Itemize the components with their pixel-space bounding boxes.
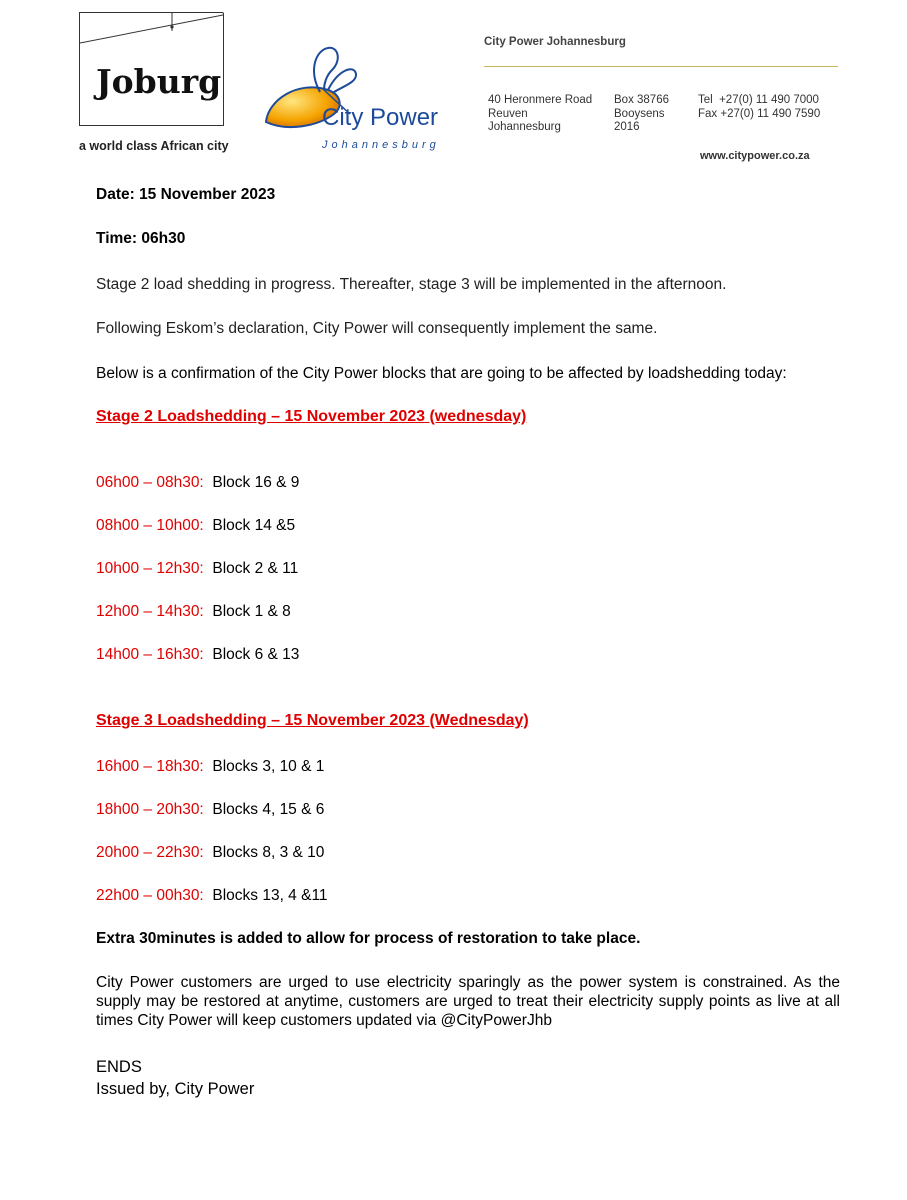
ends-marker: ENDS [96, 1058, 142, 1076]
city-power-logo-text: City Power [322, 104, 439, 131]
schedule-blocks: Block 14 &5 [212, 517, 296, 534]
contact-numbers: Tel +27(0) 11 490 7000 Fax +27(0) 11 490 7590 [698, 94, 821, 120]
schedule-row [96, 560, 298, 578]
schedule-time: 06h00 – 08h30: [96, 474, 204, 491]
schedule-time: 14h00 – 16h30: [96, 646, 204, 663]
closing-paragraph: City Power customers are urged to use electricity sparingly as the power system is constrained. As the supply may be restored at anytime, customers are urged to treat their electricity supply points as live at all times City Power will keep customers updated via @CityPowerJhb [96, 974, 840, 1029]
schedule-time: 12h00 – 14h30: [96, 603, 204, 620]
schedule-time: 20h00 – 22h30: [96, 844, 204, 861]
intro-paragraph-1: Stage 2 load shedding in progress. Thereafter, stage 3 will be implemented in the afternoon. [96, 276, 727, 293]
intro-paragraph-3: Below is a confirmation of the City Power blocks that are going to be affected by loadshedding today: [96, 365, 787, 382]
schedule-blocks: Block 6 & 13 [212, 646, 300, 663]
schedule-row [96, 758, 324, 776]
stage-3-heading: Stage 3 Loadshedding – 15 November 2023 (Wednesday) [96, 712, 529, 729]
time-line: Time: 06h30 [96, 230, 186, 247]
schedule-row [96, 646, 299, 664]
header-divider [484, 66, 838, 67]
schedule-blocks: Blocks 3, 10 & 1 [212, 758, 325, 775]
joburg-logo-text: Joburg [96, 62, 222, 101]
schedule-blocks: Block 16 & 9 [212, 474, 300, 491]
org-name: City Power Johannesburg [484, 36, 626, 48]
website-link[interactable]: www.citypower.co.za [700, 150, 810, 162]
schedule-blocks: Blocks 8, 3 & 10 [212, 844, 325, 861]
schedule-row [96, 474, 299, 492]
schedule-time: 10h00 – 12h30: [96, 560, 204, 577]
schedule-time: 08h00 – 10h00: [96, 517, 204, 534]
street-address: 40 Heronmere Road Reuven Johannesburg [488, 94, 593, 133]
date-line: Date: 15 November 2023 [96, 186, 276, 203]
schedule-blocks: Blocks 4, 15 & 6 [212, 801, 325, 818]
schedule-time: 18h00 – 20h30: [96, 801, 204, 818]
schedule-row [96, 887, 328, 905]
stage-2-heading: Stage 2 Loadshedding – 15 November 2023 (wednesday) [96, 408, 527, 425]
schedule-row [96, 517, 295, 535]
schedule-row [96, 844, 324, 862]
schedule-blocks: Block 2 & 11 [212, 560, 299, 577]
schedule-row [96, 603, 291, 621]
joburg-tagline: a world class African city [79, 139, 229, 153]
postal-address: Box 38766 Booysens 2016 [614, 94, 669, 133]
schedule-blocks: Block 1 & 8 [212, 603, 291, 620]
schedule-row [96, 801, 324, 819]
city-power-logo-subtext: Johannesburg [322, 139, 440, 151]
schedule-time: 22h00 – 00h30: [96, 887, 204, 904]
issued-by: Issued by, City Power [96, 1080, 255, 1098]
extra-time-note: Extra 30minutes is added to allow for process of restoration to take place. [96, 930, 641, 947]
schedule-time: 16h00 – 18h30: [96, 758, 204, 775]
intro-paragraph-2: Following Eskom’s declaration, City Power will consequently implement the same. [96, 320, 658, 337]
schedule-blocks: Blocks 13, 4 &11 [212, 887, 328, 904]
